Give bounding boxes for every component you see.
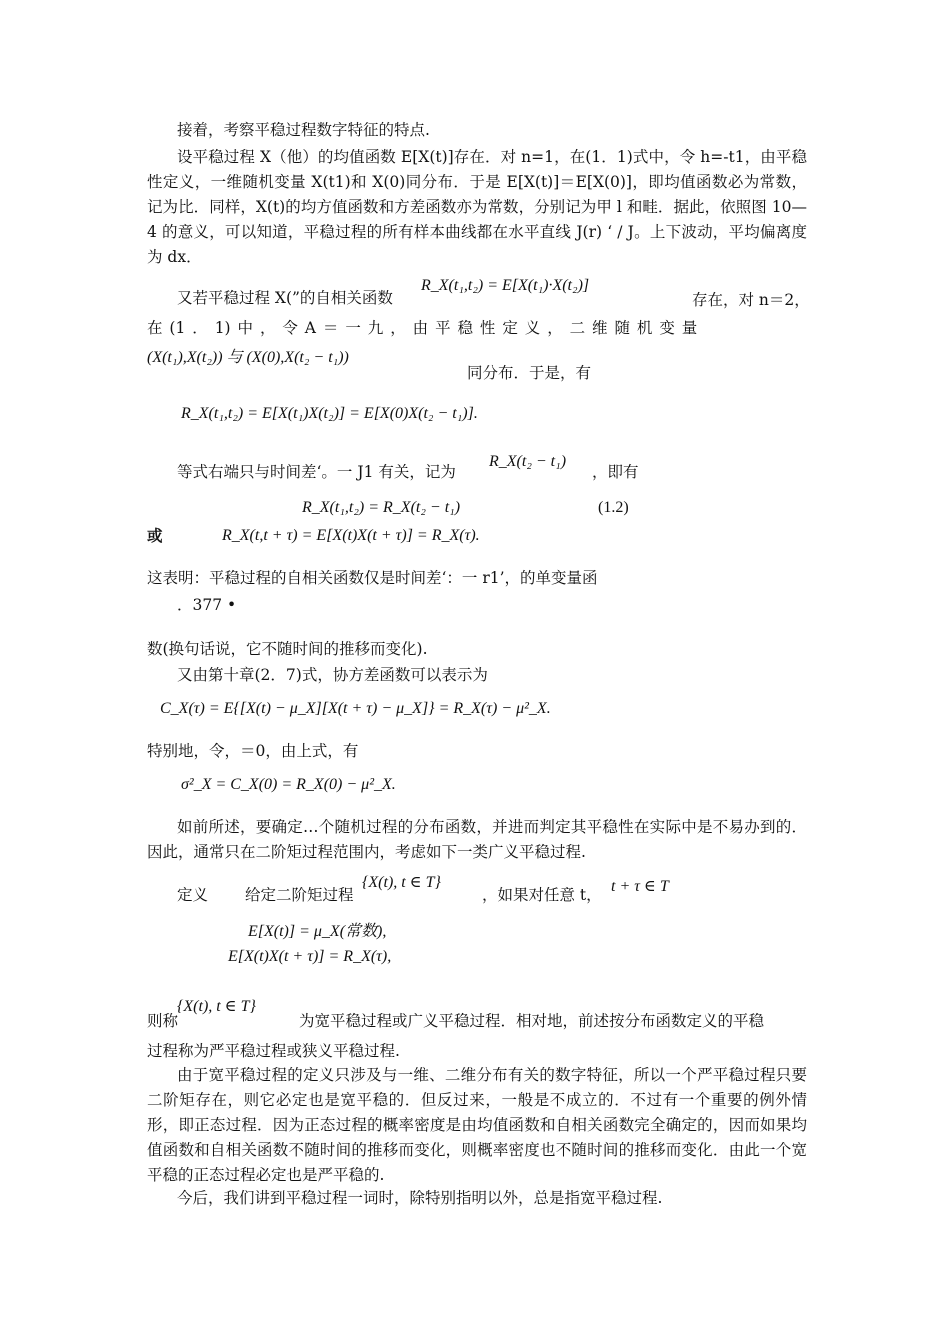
text-line: 定义	[177, 886, 209, 904]
text-line: ，如果对任意 t，	[482, 886, 602, 904]
text-line: 等式右端只与时间差‘。一 J1 有关，记为	[177, 463, 456, 481]
text-line: 今后，我们讲到平稳过程一词时，除特别指明以外，总是指宽平稳过程.	[177, 1189, 663, 1207]
text-line: 给定二阶矩过程	[245, 886, 354, 904]
formula-t-tau: t + τ ∈ T	[611, 878, 669, 895]
text-line: 过程称为严平稳过程或狭义平稳过程.	[147, 1042, 400, 1060]
formula-correlation: E[X(t)X(t + τ)] = R_X(τ),	[228, 948, 392, 965]
formula-rx-equation: R_X(t₁,t₂) = E[X(t₁)X(t₂)] = E[X(0)X(t₂ − t₁)].	[181, 405, 478, 422]
paragraph: 如前所述，要确定…个随机过程的分布函数，并进而判定其平稳性在实际中是不易办到的．因此，通常只在二阶矩过程范围内，考虑如下一类广义平稳过程.	[147, 818, 807, 861]
text-line: 存在，对 n＝2，	[692, 291, 810, 309]
text-line: 或	[147, 526, 163, 545]
formula-set: {X(t), t ∈ T}	[177, 998, 256, 1015]
formula-pair: (X(t₁),X(t₂)) 与 (X(0),X(t₂ − t₁))	[147, 349, 349, 366]
text-line: 又由第十章(2．7)式，协方差函数可以表示为	[177, 666, 488, 684]
text-line: 特别地，令，＝0，由上式，有	[147, 742, 359, 760]
text-line: 又若平稳过程 X(”的自相关函数	[177, 289, 393, 307]
formula-mean: E[X(t)] = μ_X(常数),	[248, 923, 387, 940]
text-line: 数(换句话说，它不随时间的推移而变化).	[147, 640, 428, 658]
formula-autocorrelation: R_X(t₁,t₂) = E[X(t₁)·X(t₂)]	[421, 277, 590, 294]
text-line: 则称	[147, 1012, 179, 1030]
equation-number: (1.2)	[598, 499, 629, 516]
formula-covariance: C_X(τ) = E{[X(t) − μ_X][X(t + τ) − μ_X]} = R_X(τ) − μ²_X.	[160, 700, 551, 717]
formula-variance: σ²_X = C_X(0) = R_X(0) − μ²_X.	[181, 776, 396, 793]
text-line: 为宽平稳过程或广义平稳过程．相对地，前述按分布函数定义的平稳	[299, 1012, 765, 1030]
formula-1-2: R_X(t₁,t₂) = R_X(t₂ − t₁)	[302, 499, 461, 516]
text-line: ，即有	[592, 463, 639, 481]
paragraph: 由于宽平稳过程的定义只涉及与一维、二维分布有关的数字特征，所以一个严平稳过程只要二阶矩存在，则它必定也是宽平稳的．但反过来，一般是不成立的．不过有一个重要的例外情形，即正态过程．因为正态过程的概率密度是由均值函数和自相关函数完全确定的，因而如果均值函数和自相关函数不随时间的推移而变化，则概率密度也不随时间的推移而变化．由此一个宽平稳的正态过程必定也是严平稳的.	[147, 1066, 807, 1184]
text-line: 在 (1 ． 1) 中 ， 令 A ＝ 一 九 ， 由 平 稳 性 定 义 ， 二 维 随 机 变 量	[147, 319, 698, 337]
page-number: ．377 •	[177, 596, 237, 614]
text-line: 接着，考察平稳过程数字特征的特点.	[177, 121, 430, 139]
text-line: 同分布．于是，有	[467, 364, 592, 382]
formula-tau: R_X(t,t + τ) = E[X(t)X(t + τ)] = R_X(τ).	[222, 527, 480, 544]
paragraph: 设平稳过程 X（他）的均值函数 E[X(t)]存在．对 n=1，在(1．1)式中，令 h=-t1，由平稳性定义，一维随机变量 X(t1)和 X(0)同分布．于是 E[X(t)]＝E[X(0)]，即均值函数必为常数，记为比．同样，X(t)的均方值函数和方差函数亦为常数，分别记为甲 l 和畦．据此，依照图 10—4 的意义，可以知道，平稳过程的所有样本曲线都在水平直线 J(r) ‘ / J。上下波动，平均偏离度为 dx．	[147, 148, 807, 266]
formula-set: {X(t), t ∈ T}	[362, 874, 441, 891]
text-line: 这表明：平稳过程的自相关函数仅是时间差‘：一 r1’，的单变量函	[147, 569, 598, 587]
formula-rx-diff: R_X(t₂ − t₁)	[489, 453, 567, 470]
